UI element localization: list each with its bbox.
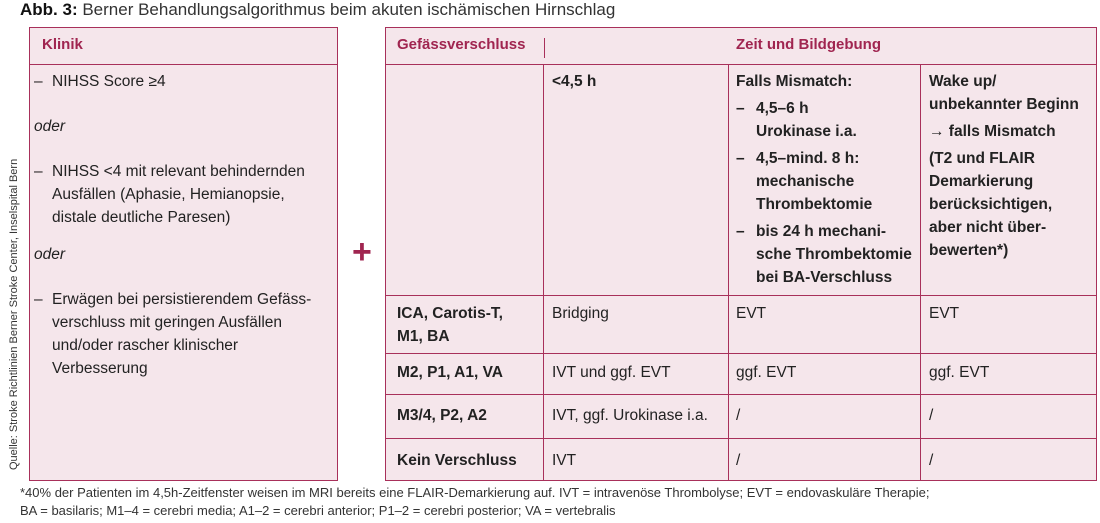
mismatch-item-2-line-1: 4,5–mind. 8 h:	[756, 150, 860, 167]
row-divider	[386, 438, 1096, 439]
col-under-4-5h: <4,5 h	[552, 73, 597, 90]
wakeup-line-4: (T2 und FLAIR	[929, 150, 1035, 167]
clinic-item-2-line-1: NIHSS <4 mit relevant behindernden	[52, 163, 305, 180]
cell-value: /	[929, 452, 934, 469]
bullet-dash: –	[736, 100, 745, 117]
row-divider	[386, 295, 1096, 296]
cell-evt: EVT	[929, 305, 960, 322]
wakeup-line-6: berücksichtigen,	[929, 196, 1053, 213]
clinic-or-1: oder	[34, 118, 66, 135]
row-divider	[386, 394, 1096, 395]
clinic-item-3-line-4: Verbesserung	[52, 360, 148, 377]
row-label-line-1: ICA, Carotis-T,	[397, 305, 503, 322]
footnote-line-1: *40% der Patienten im 4,5h-Zeitfenster weisen im MRI bereits eine FLAIR-Demarkierung auf. IVT = intravenöse Thrombolyse; EVT = endovaskuläre Therapie;	[20, 485, 930, 500]
row-divider	[386, 353, 1096, 354]
footnote-line-2: BA = basilaris; M1–4 = cerebri media; A1–2 = cerebri anterior; P1–2 = cerebri posterior; VA = vertebralis	[20, 503, 616, 518]
source-note: Quelle: Stroke Richtlinien Berner Stroke Center, Inselspital Bern	[8, 158, 20, 470]
cell-value: ggf. EVT	[929, 364, 990, 381]
clinic-or-2: oder	[34, 246, 66, 263]
wakeup-line-8: bewerten*)	[929, 242, 1009, 259]
clinic-item-2-line-2: Ausfällen (Aphasie, Hemianopsie,	[52, 186, 285, 203]
clinic-item-2-line-3: distale deutliche Paresen)	[52, 209, 231, 226]
column-divider-3	[920, 65, 921, 480]
clinic-item-3-line-1: Erwägen bei persistierendem Gefäss-	[52, 291, 312, 308]
cell-value: IVT	[552, 452, 577, 469]
cell-value: /	[929, 407, 934, 424]
figure-label: Abb. 3:	[20, 0, 78, 19]
cell-value: IVT, ggf. Urokinase i.a.	[552, 407, 708, 424]
bullet-dash: –	[736, 150, 745, 167]
cell-evt: EVT	[736, 305, 767, 322]
mismatch-item-2-line-2: mechanische	[756, 173, 855, 190]
row-label: Kein Verschluss	[397, 452, 517, 469]
cell-bridging: Bridging	[552, 305, 609, 322]
clinic-header-divider	[30, 64, 337, 65]
cell-value: IVT und ggf. EVT	[552, 364, 671, 381]
cell-value: ggf. EVT	[736, 364, 797, 381]
wakeup-line-7: aber nicht über-	[929, 219, 1047, 236]
row-label: M3/4, P2, A2	[397, 407, 487, 424]
mismatch-item-2-line-3: Thrombektomie	[756, 196, 873, 213]
row-label-line-2: M1, BA	[397, 328, 450, 345]
mismatch-item-1-line-2: Urokinase i.a.	[756, 123, 857, 140]
clinic-header: Klinik	[42, 36, 83, 53]
clinic-item-3-line-3: und/oder rascher klinischer	[52, 337, 239, 354]
column-divider-2	[728, 65, 729, 480]
bullet-dash: –	[34, 163, 43, 180]
wakeup-line-2: unbekannter Beginn	[929, 96, 1079, 113]
figure-title-text: Berner Behandlungsalgorithmus beim akuten ischämischen Hirnschlag	[82, 0, 616, 19]
cell-value: /	[736, 452, 741, 469]
wakeup-line-5: Demarkierung	[929, 173, 1034, 190]
plus-sign: +	[352, 233, 372, 271]
clinic-panel	[29, 27, 338, 481]
mismatch-item-3-line-3: bei BA-Verschluss	[756, 269, 893, 286]
header-time-imaging: Zeit und Bildgebung	[736, 36, 881, 53]
col-mismatch-title: Falls Mismatch:	[736, 73, 853, 90]
cell-value: /	[736, 407, 741, 424]
header-divider-vertical	[544, 38, 545, 58]
clinic-item-1: NIHSS Score ≥4	[52, 73, 166, 90]
header-occlusion: Gefässverschluss	[397, 36, 526, 53]
bullet-dash: –	[34, 73, 43, 90]
bullet-dash: –	[34, 291, 43, 308]
clinic-item-3-line-2: verschluss mit geringen Ausfällen	[52, 314, 283, 331]
row-label: M2, P1, A1, VA	[397, 364, 503, 381]
wakeup-line-3: → falls Mismatch	[929, 123, 1056, 140]
mismatch-item-1-line-1: 4,5–6 h	[756, 100, 809, 117]
wakeup-line-1: Wake up/	[929, 73, 997, 90]
bullet-dash: –	[736, 223, 745, 240]
figure-title	[20, 0, 615, 20]
treatment-table	[385, 27, 1097, 481]
column-divider-1	[543, 65, 544, 480]
mismatch-item-3-line-1: bis 24 h mechani-	[756, 223, 887, 240]
mismatch-item-3-line-2: sche Thrombektomie	[756, 246, 912, 263]
header-divider	[386, 64, 1096, 65]
